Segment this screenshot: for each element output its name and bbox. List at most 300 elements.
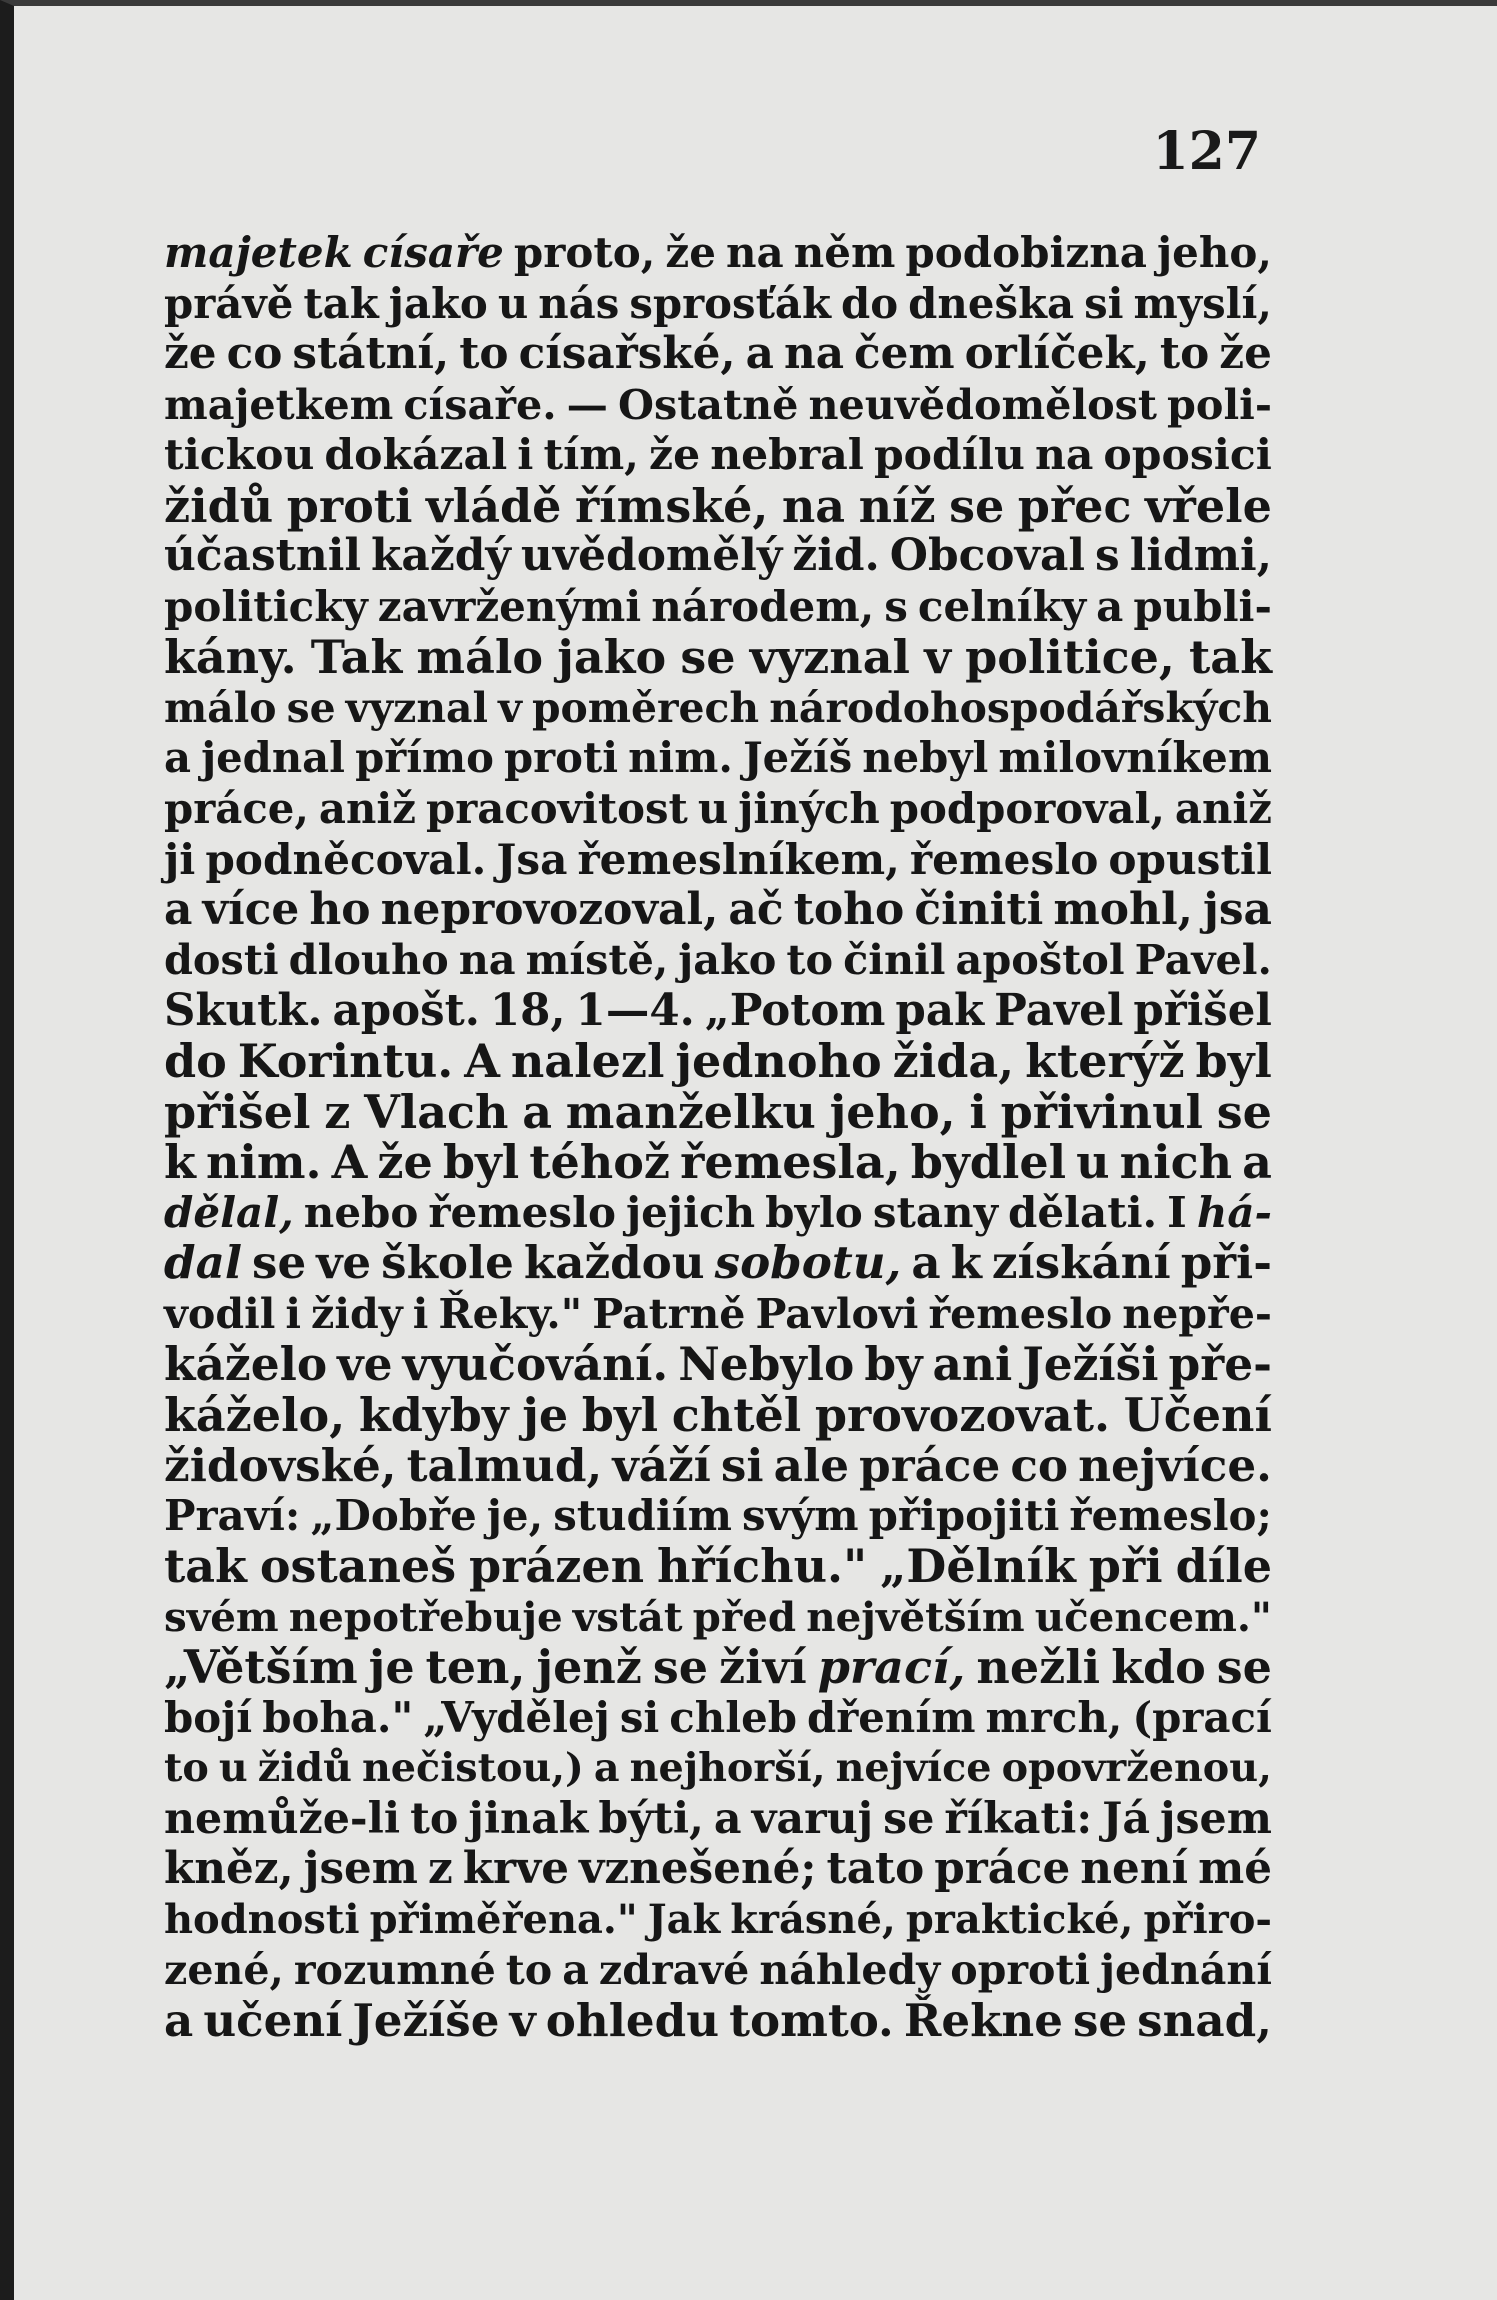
word: v	[509, 1993, 536, 2047]
word: poli-	[1167, 379, 1272, 429]
word: nejvíce	[835, 1745, 992, 1791]
word: nejvíce.	[1078, 1438, 1272, 1492]
word: Obcoval	[889, 530, 1086, 581]
word: jsem	[303, 1843, 418, 1894]
text-line	[164, 1440, 1272, 1491]
word: že	[377, 1135, 433, 1189]
word: Pavel.	[1134, 935, 1272, 984]
word: kány.	[164, 630, 297, 684]
word: v	[924, 630, 951, 684]
word: jejich	[625, 1187, 756, 1237]
word: jeho,	[829, 1084, 956, 1139]
word: 1—4.	[575, 984, 695, 1036]
word: že	[164, 328, 217, 379]
word: to	[505, 1945, 553, 1994]
word: činiti	[914, 883, 1044, 935]
word: nejhorší,	[629, 1745, 826, 1791]
word: čem	[854, 328, 955, 379]
word: největším	[806, 1592, 1025, 1641]
word: to	[786, 935, 834, 984]
text-line	[164, 733, 1272, 784]
word: práce	[859, 1438, 1001, 1492]
word: orlíček,	[964, 328, 1150, 379]
word: bylo	[765, 1187, 863, 1237]
word: učení	[203, 1993, 343, 2047]
word: zené,	[164, 1945, 284, 1994]
word: vodil	[164, 1288, 276, 1338]
word: ač	[728, 883, 784, 935]
word: hodnosti	[164, 1895, 360, 1943]
text-line	[164, 935, 1272, 986]
word: jeho,	[1156, 228, 1272, 277]
word: káželo	[164, 1337, 328, 1391]
text-line	[164, 1642, 1272, 1693]
word: hříchu."	[657, 1539, 868, 1593]
word: Ježíš	[742, 733, 853, 782]
word: práce,	[164, 783, 309, 833]
word: jednání	[1100, 1945, 1272, 1994]
word: se	[286, 683, 336, 732]
word: místě,	[525, 935, 669, 984]
word: náhledy	[759, 1945, 941, 1994]
word: býti,	[598, 1793, 704, 1844]
word: tak	[1189, 630, 1272, 684]
word: se	[680, 630, 736, 684]
word: a	[164, 1993, 194, 2047]
word: nežli	[976, 1640, 1101, 1694]
text-line	[164, 1289, 1272, 1340]
word: byl	[1195, 1034, 1272, 1088]
word: není	[1080, 1843, 1189, 1894]
word: nepře-	[1122, 1288, 1272, 1338]
word: Jak	[647, 1895, 721, 1943]
word: si	[720, 1438, 764, 1492]
text-line	[164, 1945, 1272, 1996]
word: i	[969, 1084, 987, 1139]
word: stany	[872, 1187, 998, 1237]
word: i	[412, 1288, 429, 1338]
word: jako	[557, 630, 667, 684]
word: řemesla,	[680, 1135, 901, 1189]
word: ostaneš	[259, 1539, 457, 1593]
word: státní,	[292, 328, 450, 379]
word: že	[1219, 328, 1272, 379]
word: krásné,	[730, 1895, 896, 1943]
word: přímo	[355, 733, 494, 782]
word: neuvědomělost	[808, 379, 1158, 429]
word: a	[164, 733, 192, 782]
word: uvědomělý	[520, 530, 783, 581]
word: nebyl	[862, 733, 989, 782]
word: dokázal	[324, 430, 508, 480]
word: přišel	[164, 1084, 311, 1139]
word: há-	[1196, 1187, 1272, 1237]
word: varuj	[751, 1793, 874, 1844]
word: Praví:	[164, 1490, 301, 1540]
word: žida,	[892, 1034, 1015, 1088]
word: něm	[793, 228, 896, 277]
word: dneška	[908, 278, 1075, 328]
word: se	[1216, 1640, 1272, 1694]
word: dřením	[806, 1692, 976, 1742]
word: proti	[286, 478, 413, 533]
word: podporoval,	[889, 783, 1165, 833]
word: nebral	[710, 430, 864, 480]
word: —	[566, 379, 608, 429]
word: na	[725, 228, 784, 277]
word: při	[1088, 1539, 1163, 1593]
word: na	[781, 478, 846, 533]
text-line	[164, 1084, 1272, 1139]
word: káželo,	[164, 1387, 346, 1442]
word: k	[950, 1236, 982, 1289]
word: podobizna	[905, 228, 1147, 277]
word: byl	[442, 1135, 520, 1189]
word: řemeslo	[909, 834, 1099, 884]
word: Tak	[310, 630, 403, 684]
word: tato	[826, 1843, 925, 1894]
word: Řekne	[903, 1993, 1063, 2047]
word: nim.	[628, 733, 733, 782]
word: říkati:	[944, 1793, 1093, 1844]
word: chtěl	[671, 1387, 802, 1442]
word: A	[464, 1034, 500, 1088]
word: u	[218, 1745, 248, 1791]
text-line	[164, 380, 1272, 431]
word: práce	[934, 1843, 1071, 1894]
word: národohospodářských	[769, 683, 1272, 732]
word: přiro-	[1143, 1895, 1272, 1943]
word: více	[202, 883, 300, 935]
word: ani	[932, 1337, 1013, 1391]
word: dělal,	[164, 1187, 294, 1237]
word: a	[562, 1945, 589, 1994]
word: kdyby	[358, 1387, 509, 1442]
word: Já	[1102, 1793, 1151, 1844]
word: to	[1159, 328, 1210, 379]
word: jednal	[201, 733, 346, 782]
text-line	[164, 632, 1272, 683]
text-line	[164, 1387, 1272, 1442]
word: a	[713, 1793, 742, 1844]
word: před	[692, 1592, 797, 1641]
word: vládě	[426, 478, 562, 533]
word: z	[427, 1843, 453, 1894]
text-line	[164, 430, 1272, 481]
word: u	[697, 783, 729, 833]
word: chleb	[669, 1692, 797, 1742]
word: že	[665, 228, 716, 277]
word: Korintu.	[237, 1034, 454, 1088]
word: podílu	[873, 430, 1025, 480]
word: s	[1095, 530, 1120, 581]
word: „Vydělej	[423, 1692, 610, 1742]
word: pracovitost	[426, 783, 688, 833]
word: Ježíši	[1022, 1337, 1159, 1391]
word: Ježíše	[352, 1993, 500, 2047]
page-number: 127	[1152, 121, 1261, 182]
word: Ostatně	[618, 379, 799, 429]
word: pak	[895, 984, 985, 1036]
word: aniž	[318, 783, 417, 833]
word: bydlel	[910, 1135, 1067, 1189]
word: téhož	[529, 1135, 671, 1189]
word: politicky	[164, 581, 368, 631]
word: myslí,	[1133, 278, 1272, 328]
word: ji	[164, 834, 196, 884]
word: ohledu	[545, 1993, 720, 2047]
word: každou	[523, 1236, 705, 1289]
word: milovníkem	[998, 733, 1272, 782]
word: živí	[718, 1640, 807, 1694]
word: přivinul	[1000, 1084, 1204, 1139]
word: jinak	[468, 1793, 589, 1844]
word: se	[652, 1640, 709, 1694]
text-line	[164, 1339, 1272, 1390]
word: účastnil	[164, 530, 362, 581]
word: se	[949, 478, 1005, 533]
word: to	[410, 1793, 459, 1844]
word: „Dělník	[879, 1539, 1076, 1593]
word: vyznal	[749, 630, 911, 684]
word: činil	[843, 935, 946, 984]
word: proto,	[513, 228, 656, 277]
word: tomto.	[729, 1993, 894, 2047]
word: Patrně	[592, 1288, 746, 1338]
word: toho	[793, 883, 905, 935]
word: praktické,	[905, 1895, 1134, 1943]
word: a	[164, 883, 193, 935]
text-line	[164, 1844, 1272, 1895]
word: Vlach	[364, 1084, 509, 1139]
word: císaře.	[403, 379, 557, 429]
text-line	[164, 885, 1272, 936]
word: se	[1072, 1993, 1128, 2047]
word: Řeky."	[438, 1288, 583, 1338]
word: řemeslo	[928, 1288, 1113, 1338]
text-line	[164, 1592, 1272, 1643]
word: manželku	[565, 1084, 816, 1139]
word: co	[1010, 1438, 1069, 1492]
text-line	[164, 683, 1272, 734]
word: jiných	[738, 783, 880, 833]
word: ve	[316, 1236, 372, 1289]
word: oproti	[950, 1945, 1091, 1994]
word: ale	[773, 1438, 850, 1492]
word: na	[458, 935, 516, 984]
word: řemeslo;	[1069, 1490, 1272, 1540]
word: to	[164, 1745, 209, 1791]
word: národem,	[651, 581, 875, 631]
word: neprovozoval,	[380, 883, 719, 935]
word: při-	[1180, 1236, 1272, 1289]
word: římské,	[574, 478, 769, 533]
word: Skutk.	[164, 984, 323, 1036]
word: zavrženými	[377, 581, 642, 631]
word: prací,	[817, 1640, 966, 1694]
word: krve	[462, 1843, 570, 1894]
word: každý	[371, 530, 511, 581]
text-line	[164, 279, 1272, 330]
word: váží	[612, 1438, 711, 1492]
word: tickou	[164, 430, 315, 480]
word: i	[517, 430, 534, 480]
word: mohl,	[1053, 883, 1193, 935]
word: do	[164, 1034, 227, 1088]
word: s	[884, 581, 908, 631]
word: na	[783, 328, 845, 379]
word: v	[498, 683, 522, 732]
word: k	[164, 1135, 196, 1189]
word: že	[649, 430, 701, 480]
word: bojí	[164, 1692, 253, 1742]
word: co	[226, 328, 283, 379]
word: málo	[164, 683, 277, 732]
text-line	[164, 1794, 1272, 1845]
text-line	[164, 784, 1272, 835]
word: žid.	[792, 530, 880, 581]
text-line	[164, 1238, 1272, 1289]
word: ten,	[425, 1640, 526, 1694]
word: dosti	[164, 935, 279, 984]
word: jenž	[536, 1640, 642, 1694]
word: boha."	[262, 1692, 414, 1742]
word: (prací	[1132, 1692, 1272, 1742]
text-line	[164, 329, 1272, 380]
word: židů	[257, 1745, 352, 1791]
text-line	[164, 228, 1272, 279]
word: přec	[1017, 478, 1132, 533]
word: je	[368, 1640, 415, 1694]
word: snad,	[1137, 1993, 1272, 2047]
word: u	[497, 278, 529, 328]
word: Pavel	[994, 984, 1124, 1036]
word: jako	[388, 278, 488, 328]
word: a	[1242, 1135, 1272, 1189]
word: židů	[164, 478, 274, 533]
word: Nebylo	[678, 1337, 855, 1391]
word: a	[522, 1084, 553, 1139]
word: kterýž	[1025, 1034, 1185, 1088]
word: podněcoval.	[205, 834, 487, 884]
word: a	[745, 328, 774, 379]
word: si	[619, 1692, 660, 1742]
word: nečistou,)	[361, 1745, 584, 1791]
word: provozovat.	[814, 1387, 1110, 1442]
word: to	[459, 328, 509, 379]
word: dlouho	[288, 935, 449, 984]
text-line	[164, 986, 1272, 1037]
word: přiměřena."	[369, 1895, 638, 1943]
text-line	[164, 1137, 1272, 1188]
word: vřele	[1144, 478, 1272, 533]
text-line	[164, 1895, 1272, 1946]
word: a	[1096, 581, 1124, 631]
word: ho	[309, 883, 371, 935]
word: si	[1084, 278, 1124, 328]
word: nebo	[303, 1187, 419, 1237]
word: aniž	[1174, 783, 1272, 833]
word: sprosťák	[629, 278, 832, 328]
word: díle	[1175, 1539, 1272, 1593]
word: učencem."	[1034, 1592, 1272, 1641]
word: studiím	[553, 1490, 732, 1540]
text-line	[164, 531, 1272, 582]
word: dělati.	[1007, 1187, 1158, 1237]
word: pře-	[1168, 1337, 1272, 1391]
word: u	[1076, 1135, 1110, 1189]
word: připojiti	[868, 1490, 1060, 1540]
word: „Dobře	[310, 1490, 477, 1540]
word: řemeslníkem,	[577, 834, 900, 884]
word: kdo	[1111, 1640, 1206, 1694]
word: a	[911, 1236, 941, 1289]
text-line	[164, 1491, 1272, 1542]
text-line	[164, 1743, 1272, 1794]
word: vznešené;	[579, 1843, 817, 1894]
word: 18,	[489, 984, 566, 1036]
word: nemůže-li	[164, 1793, 401, 1844]
word: I	[1167, 1187, 1187, 1237]
word: nás	[538, 278, 620, 328]
word: tak	[303, 278, 379, 328]
word: židy	[311, 1288, 403, 1338]
word: nim.	[205, 1135, 322, 1189]
body-text	[164, 228, 1272, 2046]
word: zdravé	[598, 1945, 750, 1994]
word: apoštol	[955, 935, 1125, 984]
word: jsem	[1160, 1793, 1272, 1844]
word: málo	[416, 630, 544, 684]
word: císaře	[362, 228, 504, 277]
text-line	[164, 1993, 1272, 2047]
text-line	[164, 1541, 1272, 1592]
word: nalezl	[510, 1034, 665, 1088]
word: majetkem	[164, 379, 394, 429]
word: prázen	[469, 1539, 645, 1593]
word: přišel	[1133, 984, 1272, 1036]
text-line	[164, 1693, 1272, 1744]
word: rozumné	[293, 1945, 496, 1994]
word: svém	[164, 1592, 279, 1641]
word: získání	[991, 1236, 1171, 1289]
word: A	[331, 1135, 368, 1189]
text-line	[164, 478, 1272, 533]
word: jsa	[1202, 883, 1272, 935]
word: je,	[486, 1490, 544, 1540]
word: mrch,	[985, 1692, 1123, 1742]
word: poměrech	[531, 683, 760, 732]
word: je	[522, 1387, 569, 1442]
word: tím,	[543, 430, 639, 480]
word: ve	[337, 1337, 393, 1391]
word: z	[324, 1084, 351, 1139]
word: „Potom	[704, 984, 886, 1036]
word: majetek	[164, 228, 353, 277]
text-line	[164, 582, 1272, 633]
word: vstát	[572, 1592, 683, 1641]
word: celníky	[917, 581, 1087, 631]
word: byl	[581, 1387, 659, 1442]
word: sobotu,	[714, 1236, 902, 1289]
word: mé	[1198, 1843, 1272, 1894]
text-line	[164, 834, 1272, 885]
word: císařské,	[518, 328, 736, 379]
word: nich	[1119, 1135, 1233, 1189]
word: níž	[858, 478, 936, 533]
word: se	[883, 1793, 935, 1844]
word: kněz,	[164, 1843, 294, 1894]
